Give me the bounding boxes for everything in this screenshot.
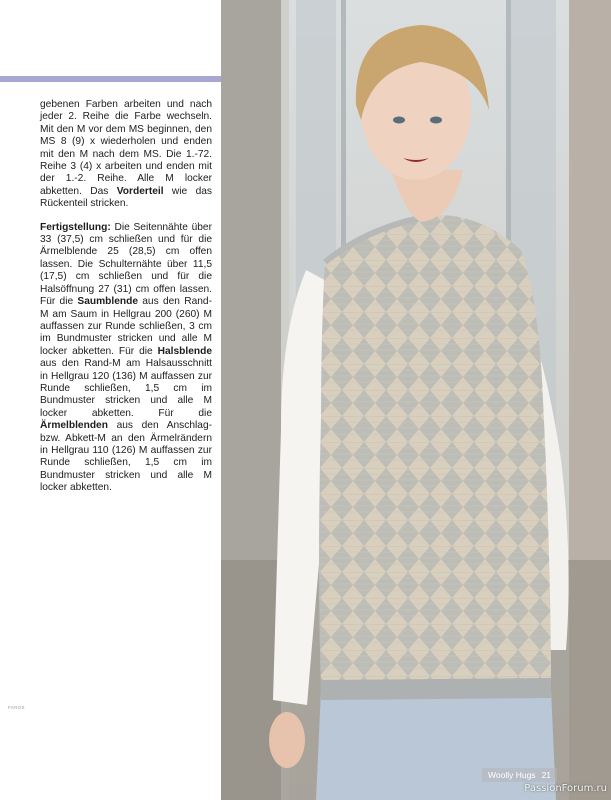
photo-illustration (221, 0, 611, 800)
jeans (316, 690, 556, 800)
knitted-vest (319, 215, 551, 692)
hand (269, 712, 305, 768)
term-saumblende: Saumblende (77, 296, 138, 308)
footer-tag (482, 768, 557, 782)
vest-hem-band (321, 678, 551, 700)
watermark: PassionForum.ru (524, 783, 607, 794)
term-aermelblenden: Ärmelblenden (40, 420, 108, 432)
photo-credit: FAROS (8, 705, 25, 710)
accent-bar (0, 76, 221, 82)
paragraph-back-panel: gebenen Farben arbeiten und nach jeder 2. Reihe die Farbe wechseln. Mit den M vor dem MS beginnen, den MS 8 (9) x wiederholen und enden mit den M nach dem MS. Die 1.-72. Reihe 3 (4) x arbeiten und enden mit der 1.-2. Reihe. Alle M locker abketten. Das Vorderteil wie das Rückenteil stricken. (40, 99, 212, 210)
magazine-name: Woolly Hugs (488, 770, 536, 780)
model-photo (221, 0, 611, 800)
text-column (0, 0, 221, 800)
page-number: 21 (541, 770, 552, 780)
term-fertigstellung: Fertigstellung: (40, 221, 111, 233)
article-body (40, 99, 212, 506)
paragraph-finishing: Fertigstellung: Die Seitennähte über 33 (37,5) cm schließen und für die Ärmelblende 25 (28,5) cm offen lassen. Die Schulternähte über 11,5 (17,5) cm schließen und für die Halsöffnung 27 (31) cm offen lassen. Für die Saumblende aus den Rand-M am Saum in Hellgrau 200 (260) M auffassen zur Runde schließen, 3 cm im Bundmuster stricken und alle M locker abketten. Für die Halsblende aus den Rand-M am Halsausschnitt in Hellgrau 120 (136) M auffassen zur Runde schließen, 1,5 cm im Bundmuster stricken und alle M locker abketten. Für die Ärmelblenden aus den Anschlag- bzw. Abkett-M an den Ärmelrändern in Hellgrau 110 (126) M auffassen zur Runde schließen, 1,5 cm im Bundmuster stricken und alle M locker abketten. (40, 221, 212, 494)
term-halsblende: Halsblende (157, 345, 212, 357)
term-vorderteil: Vorderteil (116, 185, 164, 197)
